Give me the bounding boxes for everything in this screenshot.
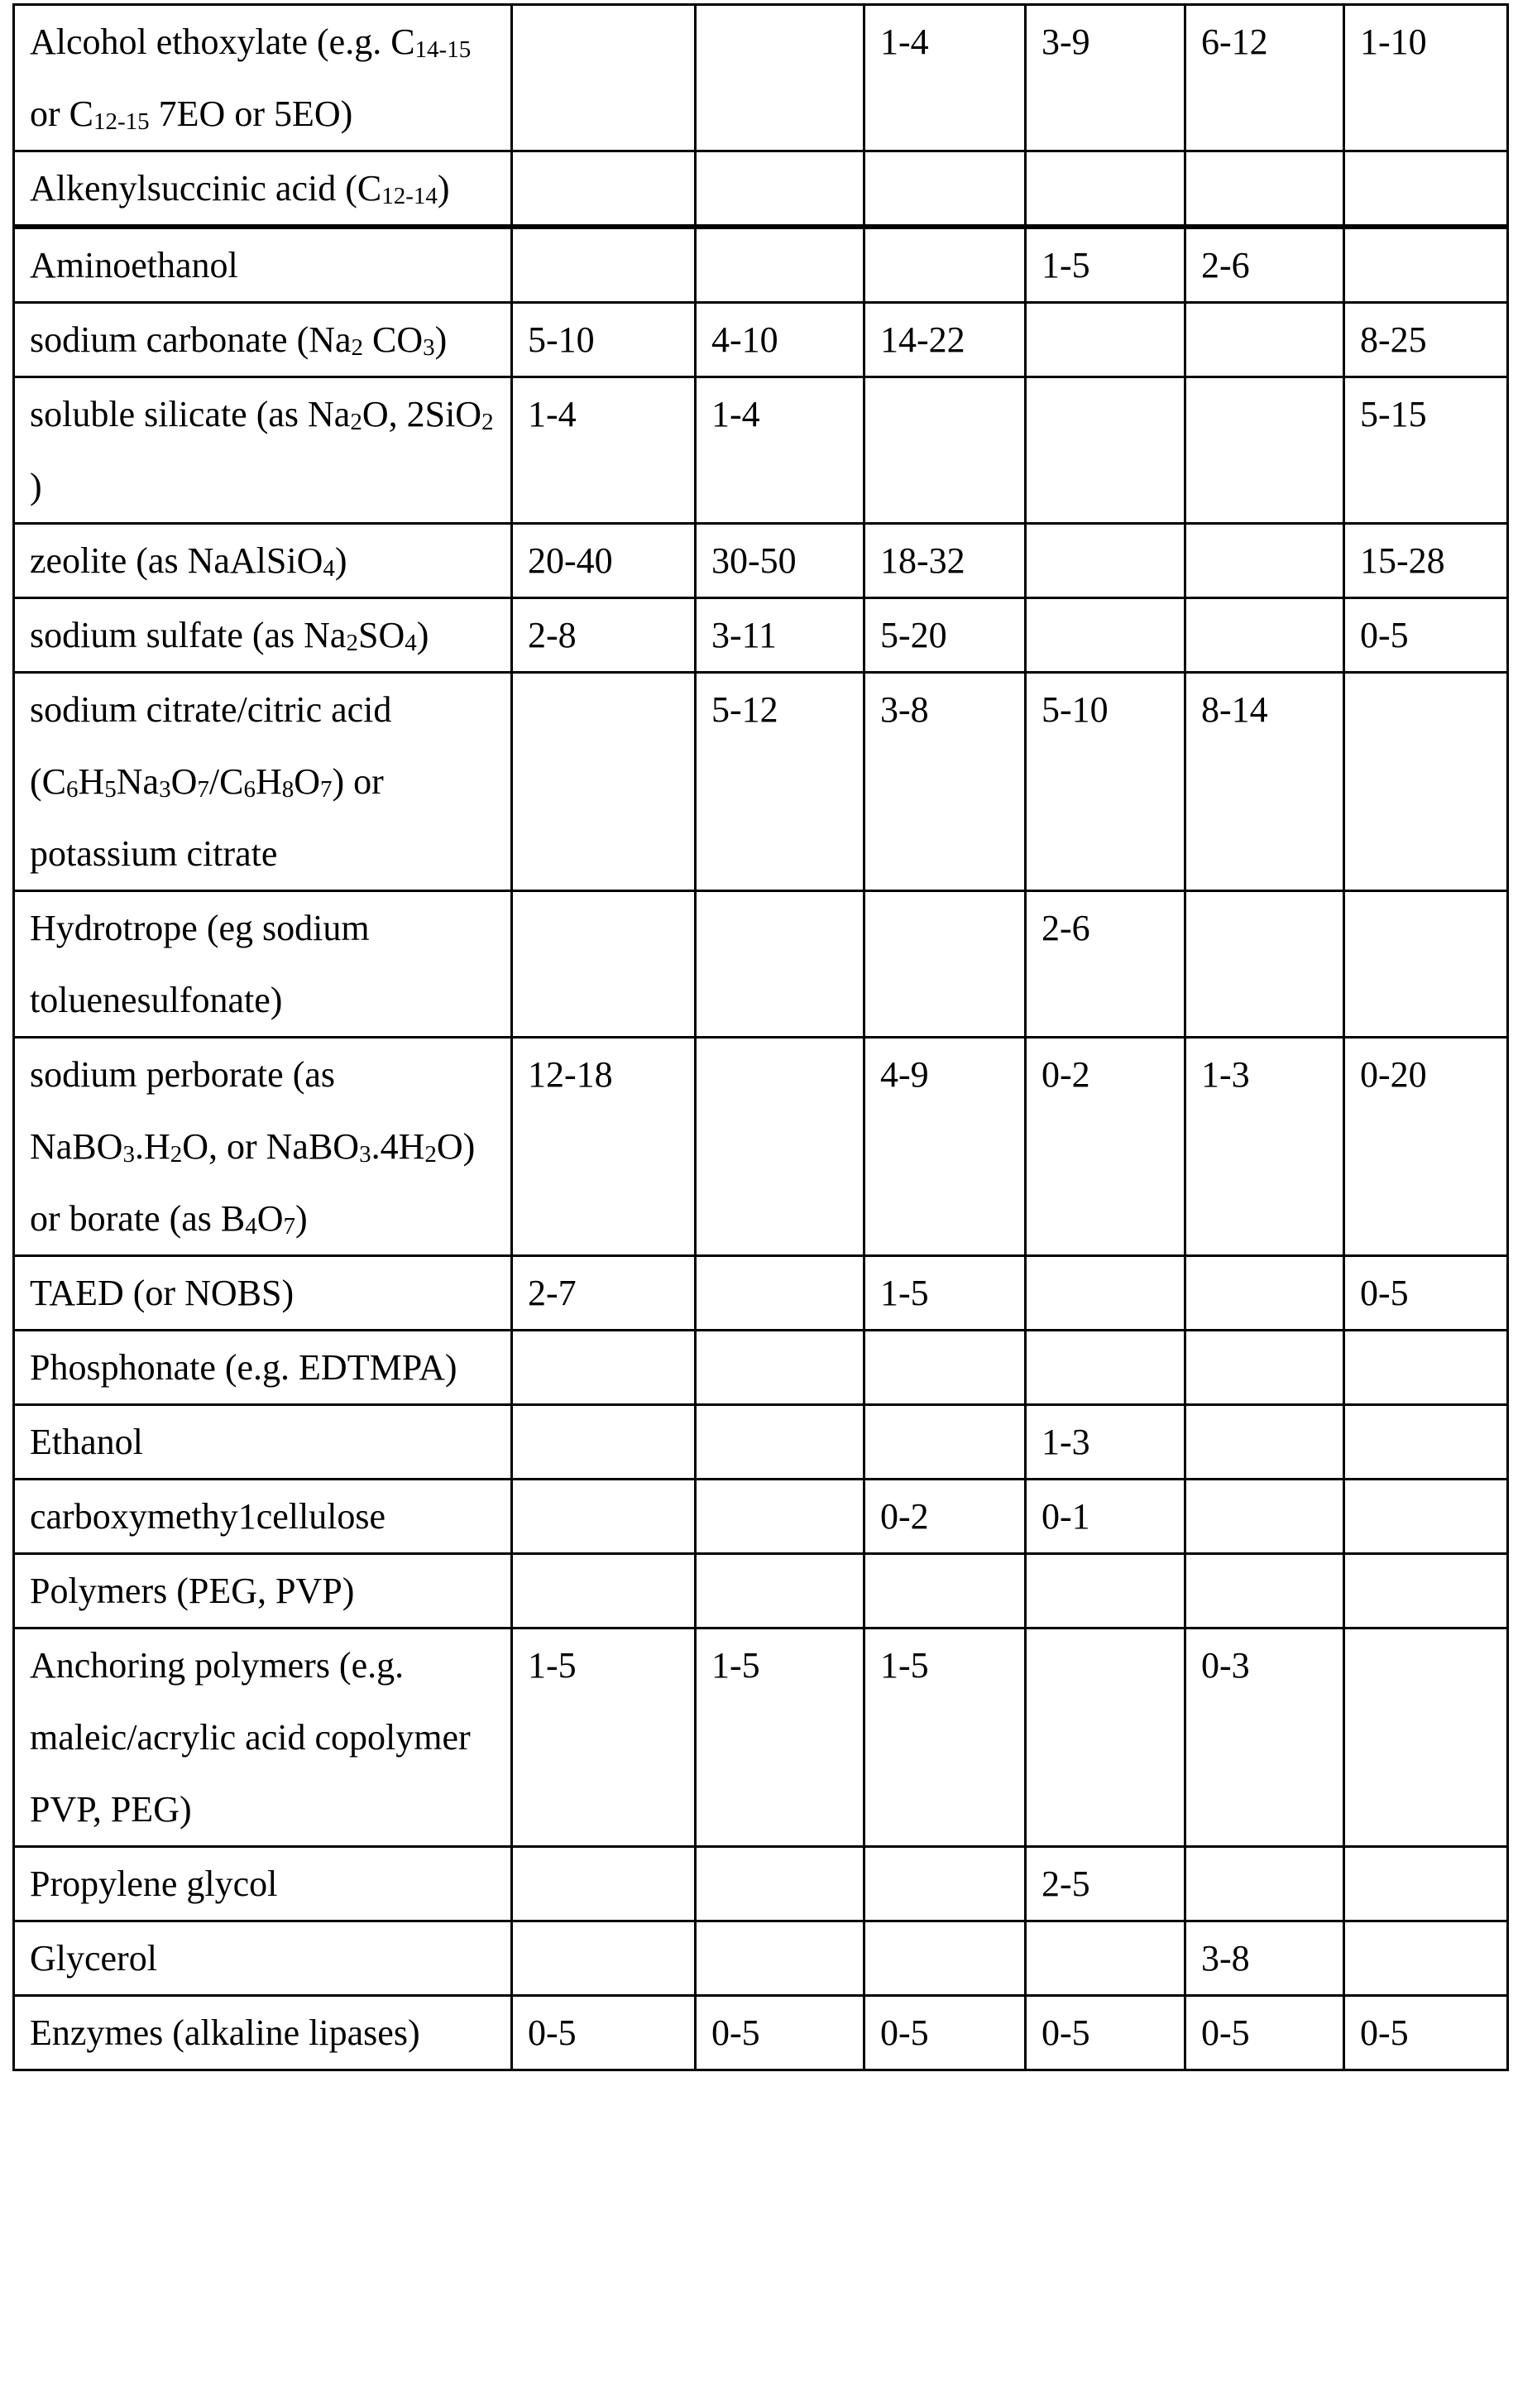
range-cell-col-6: [1344, 891, 1508, 1038]
table-row: [14, 891, 1508, 1038]
range-cell-col-5: 1-3: [1185, 1038, 1344, 1256]
ingredient-subscript: 3: [423, 334, 435, 361]
table-row: [14, 303, 1508, 377]
table-row: [14, 1847, 1508, 1921]
ingredient-subscript: 6: [66, 776, 79, 803]
table-row: [14, 524, 1508, 598]
ingredient-name-text: Alcohol ethoxylate (e.g. C: [30, 22, 415, 62]
ingredient-name-cell: [14, 5, 512, 151]
ingredient-subscript: 7: [320, 776, 333, 803]
ingredient-subscript: 12-15: [93, 108, 150, 135]
range-cell-col-3: 1-5: [864, 1256, 1026, 1331]
ingredient-name-text: H: [256, 761, 282, 802]
ingredient-name-cell: [14, 1847, 512, 1921]
range-cell-col-4: [1026, 1331, 1185, 1405]
range-cell-col-3: 0-5: [864, 1996, 1026, 2070]
range-cell-col-3: [864, 891, 1026, 1038]
range-cell-col-5: [1185, 1847, 1344, 1921]
range-cell-col-3: 18-32: [864, 524, 1026, 598]
range-cell-col-3: [864, 1554, 1026, 1629]
ingredient-name-text: H: [79, 761, 105, 802]
range-cell-col-5: [1185, 303, 1344, 377]
ingredient-subscript: 2: [170, 1141, 183, 1168]
ingredient-name-text: CO: [363, 319, 423, 360]
range-cell-col-2: 3-11: [696, 598, 864, 673]
ingredient-subscript: 4: [245, 1213, 257, 1240]
ingredient-subscript: 3: [122, 1141, 135, 1168]
ingredient-name-cell: [14, 1480, 512, 1554]
table-row: [14, 1038, 1508, 1256]
ingredient-name-cell: [14, 1996, 512, 2070]
ingredient-subscript: 12-14: [381, 183, 438, 209]
range-cell-col-5: [1185, 1554, 1344, 1629]
table-row: [14, 1921, 1508, 1996]
range-cell-col-2: 1-4: [696, 377, 864, 524]
range-cell-col-6: 0-20: [1344, 1038, 1508, 1256]
range-cell-col-3: [864, 1331, 1026, 1405]
ingredient-name-text: ) or potassium citrate: [30, 761, 384, 874]
range-cell-col-6: [1344, 227, 1508, 303]
ingredient-subscript: 2: [346, 630, 358, 656]
ingredient-name-text: ): [30, 466, 42, 506]
ingredient-name-text: zeolite (as NaAlSiO: [30, 540, 323, 581]
range-cell-col-2: [696, 1331, 864, 1405]
ingredient-name-text: Anchoring polymers (e.g. maleic/acrylic acid copolymer PVP, PEG): [30, 1645, 471, 1830]
ingredient-name-text: sodium citrate/citric acid (C: [30, 689, 391, 802]
ingredient-name-text: 7EO or 5EO): [150, 94, 353, 134]
ingredient-name-text: ): [295, 1198, 308, 1239]
ingredient-name-text: .4H: [371, 1126, 425, 1167]
range-cell-col-6: 15-28: [1344, 524, 1508, 598]
ingredient-subscript: 4: [405, 630, 417, 656]
range-cell-col-1: 5-10: [512, 303, 696, 377]
ingredient-name-cell: [14, 1256, 512, 1331]
range-cell-col-4: [1026, 151, 1185, 228]
ingredient-name-text: O) or borate (as B: [30, 1126, 475, 1239]
range-cell-col-1: [512, 1405, 696, 1480]
ingredient-name-text: sodium carbonate (Na: [30, 319, 352, 360]
ingredient-name-text: O: [171, 761, 198, 802]
range-cell-col-3: [864, 1405, 1026, 1480]
ingredient-subscript: 3: [359, 1141, 371, 1168]
ingredient-name-text: Enzymes (alkaline lipases): [30, 2012, 420, 2053]
range-cell-col-1: [512, 1554, 696, 1629]
range-cell-col-1: [512, 1480, 696, 1554]
range-cell-col-1: 1-5: [512, 1629, 696, 1847]
ingredient-name-text: O: [294, 761, 320, 802]
ingredient-name-cell: [14, 1554, 512, 1629]
table-body: [14, 5, 1508, 2070]
range-cell-col-2: 0-5: [696, 1996, 864, 2070]
ingredient-name-cell: [14, 673, 512, 891]
range-cell-col-6: [1344, 1921, 1508, 1996]
ingredient-subscript: 4: [323, 555, 335, 582]
table-row: [14, 151, 1508, 228]
range-cell-col-2: [696, 1554, 864, 1629]
ingredient-name-cell: [14, 524, 512, 598]
ingredient-subscript: 7: [197, 776, 209, 803]
ingredient-name-text: sodium perborate (as NaBO: [30, 1054, 335, 1167]
range-cell-col-5: [1185, 151, 1344, 228]
ingredient-name-text: Aminoethanol: [30, 245, 238, 285]
range-cell-col-2: [696, 1847, 864, 1921]
range-cell-col-5: [1185, 1405, 1344, 1480]
ingredient-name-text: TAED (or NOBS): [30, 1273, 294, 1313]
range-cell-col-6: [1344, 151, 1508, 228]
range-cell-col-1: [512, 1921, 696, 1996]
range-cell-col-4: 3-9: [1026, 5, 1185, 151]
range-cell-col-4: 0-2: [1026, 1038, 1185, 1256]
ingredient-name-text: carboxymethy1cellulose: [30, 1496, 385, 1537]
table-row: [14, 1629, 1508, 1847]
range-cell-col-2: [696, 1038, 864, 1256]
range-cell-col-4: 1-3: [1026, 1405, 1185, 1480]
ingredient-name-text: Alkenylsuccinic acid (C: [30, 168, 381, 209]
range-cell-col-5: 6-12: [1185, 5, 1344, 151]
ingredient-subscript: 14-15: [415, 36, 472, 63]
table-row: [14, 598, 1508, 673]
range-cell-col-2: [696, 5, 864, 151]
range-cell-col-2: [696, 227, 864, 303]
range-cell-col-6: 1-10: [1344, 5, 1508, 151]
range-cell-col-1: [512, 1331, 696, 1405]
range-cell-col-4: [1026, 1554, 1185, 1629]
ingredient-name-cell: [14, 1629, 512, 1847]
range-cell-col-4: [1026, 524, 1185, 598]
ingredient-subscript: 2: [481, 409, 494, 435]
range-cell-col-6: [1344, 1405, 1508, 1480]
ingredient-name-text: sodium sulfate (as Na: [30, 615, 346, 655]
range-cell-col-5: 8-14: [1185, 673, 1344, 891]
range-cell-col-3: 1-5: [864, 1629, 1026, 1847]
ingredient-name-text: /C: [209, 761, 244, 802]
range-cell-col-4: 0-1: [1026, 1480, 1185, 1554]
range-cell-col-3: [864, 151, 1026, 228]
range-cell-col-5: 2-6: [1185, 227, 1344, 303]
range-cell-col-2: [696, 1921, 864, 1996]
ingredient-subscript: 2: [424, 1141, 437, 1168]
ingredient-name-text: Na: [117, 761, 159, 802]
range-cell-col-4: 2-5: [1026, 1847, 1185, 1921]
ingredient-name-text: soluble silicate (as Na: [30, 394, 350, 434]
ingredient-name-text: O, 2SiO: [362, 394, 481, 434]
range-cell-col-6: 0-5: [1344, 1256, 1508, 1331]
table-row: [14, 1256, 1508, 1331]
range-cell-col-2: [696, 1480, 864, 1554]
range-cell-col-1: 1-4: [512, 377, 696, 524]
table-row: [14, 5, 1508, 151]
ingredient-name-text: ): [335, 540, 347, 581]
range-cell-col-1: 20-40: [512, 524, 696, 598]
ingredient-name-text: Phosphonate (e.g. EDTMPA): [30, 1347, 457, 1388]
ingredient-name-text: Hydrotrope (eg sodium toluenesulfonate): [30, 908, 370, 1020]
range-cell-col-4: [1026, 1629, 1185, 1847]
range-cell-col-3: [864, 377, 1026, 524]
range-cell-col-6: 8-25: [1344, 303, 1508, 377]
range-cell-col-2: 30-50: [696, 524, 864, 598]
range-cell-col-2: [696, 891, 864, 1038]
table-row: [14, 227, 1508, 303]
ingredient-subscript: 6: [243, 776, 256, 803]
range-cell-col-3: 1-4: [864, 5, 1026, 151]
table-row: [14, 1480, 1508, 1554]
ingredient-name-text: .H: [135, 1126, 170, 1167]
ingredient-name-cell: [14, 1038, 512, 1256]
range-cell-col-2: 4-10: [696, 303, 864, 377]
ingredient-name-text: Glycerol: [30, 1938, 157, 1979]
range-cell-col-6: 0-5: [1344, 1996, 1508, 2070]
range-cell-col-4: 5-10: [1026, 673, 1185, 891]
range-cell-col-5: [1185, 1256, 1344, 1331]
range-cell-col-6: [1344, 673, 1508, 891]
range-cell-col-3: [864, 1921, 1026, 1996]
range-cell-col-5: [1185, 524, 1344, 598]
ingredient-subscript: 2: [352, 334, 364, 361]
range-cell-col-5: [1185, 1331, 1344, 1405]
ingredient-name-text: ): [435, 319, 448, 360]
range-cell-col-4: [1026, 303, 1185, 377]
range-cell-col-1: [512, 1847, 696, 1921]
range-cell-col-2: [696, 151, 864, 228]
table-row: [14, 377, 1508, 524]
formulation-table: [12, 3, 1509, 2071]
range-cell-col-1: [512, 227, 696, 303]
ingredient-subscript: 2: [350, 409, 362, 435]
range-cell-col-4: 1-5: [1026, 227, 1185, 303]
range-cell-col-1: 2-7: [512, 1256, 696, 1331]
ingredient-name-cell: [14, 303, 512, 377]
range-cell-col-5: [1185, 1480, 1344, 1554]
range-cell-col-6: [1344, 1331, 1508, 1405]
range-cell-col-2: [696, 1256, 864, 1331]
range-cell-col-1: [512, 151, 696, 228]
range-cell-col-5: 0-3: [1185, 1629, 1344, 1847]
ingredient-name-text: ): [438, 168, 450, 209]
range-cell-col-1: [512, 5, 696, 151]
range-cell-col-2: 1-5: [696, 1629, 864, 1847]
range-cell-col-2: 5-12: [696, 673, 864, 891]
range-cell-col-4: 2-6: [1026, 891, 1185, 1038]
table-row: [14, 1405, 1508, 1480]
range-cell-col-2: [696, 1405, 864, 1480]
range-cell-col-5: [1185, 377, 1344, 524]
ingredient-name-cell: [14, 227, 512, 303]
ingredient-name-cell: [14, 1331, 512, 1405]
table-row: [14, 1554, 1508, 1629]
range-cell-col-3: 14-22: [864, 303, 1026, 377]
range-cell-col-1: 0-5: [512, 1996, 696, 2070]
ingredient-name-text: Ethanol: [30, 1422, 143, 1462]
ingredient-name-text: or C: [30, 94, 93, 134]
range-cell-col-4: [1026, 1921, 1185, 1996]
range-cell-col-3: 4-9: [864, 1038, 1026, 1256]
ingredient-name-cell: [14, 598, 512, 673]
range-cell-col-5: [1185, 598, 1344, 673]
ingredient-name-cell: [14, 377, 512, 524]
range-cell-col-4: [1026, 598, 1185, 673]
range-cell-col-1: 2-8: [512, 598, 696, 673]
ingredient-name-text: Polymers (PEG, PVP): [30, 1571, 354, 1611]
range-cell-col-6: [1344, 1629, 1508, 1847]
ingredient-name-cell: [14, 891, 512, 1038]
ingredient-name-text: Propylene glycol: [30, 1864, 277, 1904]
ingredient-subscript: 7: [284, 1213, 296, 1240]
range-cell-col-6: [1344, 1480, 1508, 1554]
range-cell-col-6: [1344, 1847, 1508, 1921]
ingredient-name-text: O, or NaBO: [182, 1126, 359, 1167]
table-row: [14, 1331, 1508, 1405]
table-row: [14, 1996, 1508, 2070]
range-cell-col-5: 3-8: [1185, 1921, 1344, 1996]
ingredient-subscript: 5: [104, 776, 117, 803]
range-cell-col-1: 12-18: [512, 1038, 696, 1256]
range-cell-col-3: 5-20: [864, 598, 1026, 673]
ingredient-name-cell: [14, 1405, 512, 1480]
range-cell-col-6: 5-15: [1344, 377, 1508, 524]
ingredient-subscript: 8: [282, 776, 295, 803]
range-cell-col-3: 0-2: [864, 1480, 1026, 1554]
ingredient-subscript: 3: [159, 776, 171, 803]
range-cell-col-5: 0-5: [1185, 1996, 1344, 2070]
range-cell-col-3: [864, 1847, 1026, 1921]
range-cell-col-4: [1026, 377, 1185, 524]
ingredient-name-cell: [14, 1921, 512, 1996]
range-cell-col-6: 0-5: [1344, 598, 1508, 673]
ingredient-name-text: SO: [358, 615, 405, 655]
range-cell-col-3: 3-8: [864, 673, 1026, 891]
range-cell-col-4: [1026, 1256, 1185, 1331]
table-row: [14, 673, 1508, 891]
range-cell-col-1: [512, 891, 696, 1038]
ingredient-name-text: O: [257, 1198, 284, 1239]
range-cell-col-5: [1185, 891, 1344, 1038]
range-cell-col-6: [1344, 1554, 1508, 1629]
ingredient-name-cell: [14, 151, 512, 228]
range-cell-col-3: [864, 227, 1026, 303]
range-cell-col-4: 0-5: [1026, 1996, 1185, 2070]
ingredient-name-text: ): [417, 615, 429, 655]
range-cell-col-1: [512, 673, 696, 891]
